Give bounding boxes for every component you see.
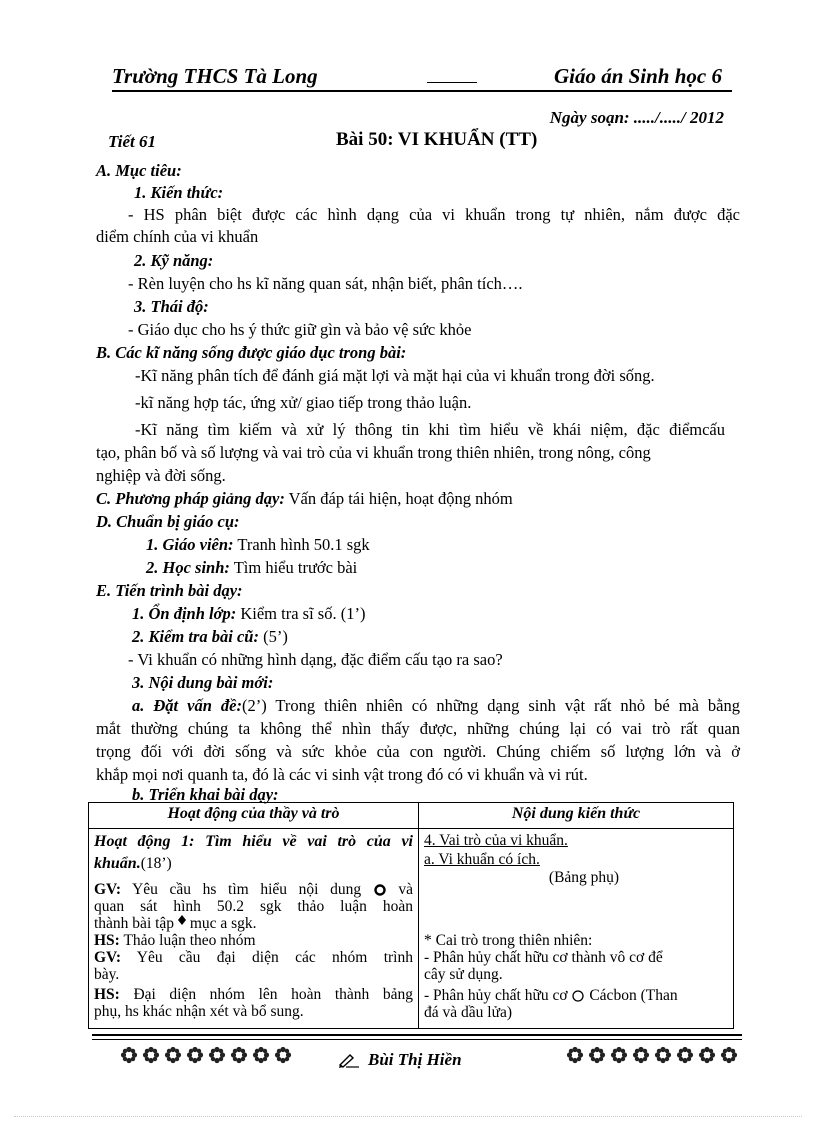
content-role-title: * Cai trò trong thiên nhiên: <box>424 932 593 949</box>
flower-icon <box>698 1046 716 1064</box>
activity-1-title-line-1: Hoạt động 1: Tìm hiểu về vai trò của vi <box>94 833 413 850</box>
section-a3-title: 3. Thái độ: <box>134 297 209 316</box>
lesson-title: Bài 50: VI KHUẨN (TT) <box>336 129 538 150</box>
section-d1 <box>146 534 370 556</box>
section-ea-text-3: trọng đối với đời sống và sức khỏe của con người. Chúng chiếm số lượng lớn và ở <box>96 742 740 761</box>
flower-icon <box>274 1046 292 1064</box>
gv2-line-1 <box>94 949 413 966</box>
header-rule <box>112 90 732 92</box>
teacher-student-activities-cell <box>89 829 419 1029</box>
hs1-label: HS: <box>94 932 120 949</box>
table-row <box>89 829 734 1029</box>
gv1-text-1b: và <box>398 881 414 898</box>
page-edge-line <box>14 1116 802 1117</box>
flower-icon <box>164 1046 182 1064</box>
hs2-line-1 <box>94 986 413 1003</box>
flower-icon <box>588 1046 606 1064</box>
pen-signature-icon <box>338 1052 360 1068</box>
section-e2-question: - Vi khuẩn có những hình dạng, đặc điểm cấu tạo ra sao? <box>128 650 503 669</box>
flower-border-right <box>566 1046 738 1064</box>
section-ea-line-1 <box>132 695 740 717</box>
table-header-row <box>89 803 734 829</box>
section-e-title: E. Tiến trình bài dạy: <box>96 581 243 600</box>
section-eb-title: b. Triển khai bài dạy: <box>132 785 279 804</box>
hs1-text: Thảo luận theo nhóm <box>123 932 256 949</box>
section-d1-title: 1. Giáo viên: <box>146 535 234 554</box>
school-name: Trường THCS Tà Long <box>112 64 318 88</box>
flower-border-left <box>120 1046 292 1064</box>
flower-icon <box>252 1046 270 1064</box>
section-d2 <box>146 557 357 579</box>
gv1-text-2: quan sát hình 50.2 sgk thảo luận hoàn <box>94 898 413 915</box>
flower-icon <box>208 1046 226 1064</box>
gv1-text-3: thành bài tập <box>94 915 175 932</box>
flower-icon <box>610 1046 628 1064</box>
flower-icon <box>654 1046 672 1064</box>
preparation-date: Ngày soạn: ...../...../ 2012 <box>549 108 724 127</box>
section-ea-text-4: khắp mọi nơi quanh ta, đó là các vi sinh vật trong đó có vi khuẩn và vi rút. <box>96 765 588 784</box>
section-e2 <box>132 626 288 648</box>
section-d1-text: Tranh hình 50.1 sgk <box>237 535 370 554</box>
content-role-2c: đá và dầu lửa) <box>424 1004 513 1021</box>
gv2-text-1: Yêu cầu đại diện các nhóm trình <box>136 949 413 966</box>
flower-icon <box>142 1046 160 1064</box>
col-header-activities: Hoạt động của thầy và trò <box>89 803 419 829</box>
flower-icon <box>720 1046 738 1064</box>
author-name: Bùi Thị Hiền <box>368 1050 462 1069</box>
section-e1-text: Kiểm tra sĩ số. (1’) <box>240 604 366 623</box>
section-a1-text-1: - HS phân biệt được các hình dạng của vi khuẩn trong tự nhiên, nắm được đặc <box>128 205 740 224</box>
content-note: (Bảng phụ) <box>548 869 620 886</box>
footer-rule-thick <box>92 1034 742 1036</box>
flower-icon <box>566 1046 584 1064</box>
content-role-2a: - Phân hủy chất hữu cơ <box>424 987 568 1004</box>
section-d-title: D. Chuẩn bị giáo cụ: <box>96 512 240 531</box>
diamond-bullet-icon <box>178 915 186 925</box>
gv2-text-2: bày. <box>94 966 120 983</box>
activity-1-title-line-2 <box>94 853 413 875</box>
section-b-text-1: -Kĩ năng phân tích để đánh giá mặt lợi và mặt hại của vi khuẩn trong đời sống. <box>135 366 655 385</box>
section-a2-text: - Rèn luyện cho hs kĩ năng quan sát, nhận biết, phân tích…. <box>128 274 523 293</box>
section-e1-title: 1. Ổn định lớp: <box>132 604 237 623</box>
flower-icon <box>230 1046 248 1064</box>
section-d2-text: Tìm hiểu trước bài <box>233 558 358 577</box>
section-a2-title: 2. Kỹ năng: <box>134 251 214 270</box>
hs2-label: HS: <box>94 986 120 1003</box>
flower-icon <box>186 1046 204 1064</box>
gv1-line-3 <box>94 915 413 932</box>
section-a1-title: 1. Kiến thức: <box>134 183 224 202</box>
section-b-text-3b: tạo, phân bố và số lượng và vai trò của vi khuẩn trong thiên nhiên, trong nông, công <box>96 443 651 462</box>
section-a1-text-2: diểm chính của vi khuẩn <box>96 227 259 246</box>
gv2-label: GV: <box>94 949 121 966</box>
hs2-text-1: Đại diện nhóm lên hoàn thành bảng <box>133 986 413 1003</box>
header-divider-short <box>427 82 477 83</box>
section-b-text-3c: nghiệp và đời sống. <box>96 466 226 485</box>
section-ea-text-1: (2’) Trong thiên nhiên có những dạng sinh vật rất nhỏ bé mà bằng <box>241 696 740 715</box>
gv1-line-1 <box>94 881 413 898</box>
activity-table <box>88 802 734 1029</box>
gv1-text-3b: mục a sgk. <box>189 915 257 932</box>
content-role-2-line <box>424 987 728 1004</box>
section-e2-title: 2. Kiểm tra bài cũ: <box>132 627 259 646</box>
section-ea-text-2: mắt thường chúng ta không thể nhìn thấy được, những chúng lại có vai trò rất quan <box>96 719 740 738</box>
footer-author <box>338 1050 462 1070</box>
circle-bullet-icon <box>373 883 387 897</box>
content-role-2b: Cácbon (Than <box>589 987 678 1004</box>
page-header <box>112 56 732 96</box>
section-c-text: Vấn đáp tái hiện, hoạt động nhóm <box>288 489 513 508</box>
circle-arrow-icon <box>571 989 585 1003</box>
section-c <box>96 488 513 510</box>
section-b-text-2: -kĩ năng hợp tác, ứng xử/ giao tiếp trong thảo luận. <box>135 393 472 412</box>
flower-icon <box>676 1046 694 1064</box>
section-a3-text: - Giáo dục cho hs ý thức giữ gìn và bảo vệ sức khỏe <box>128 320 472 339</box>
content-heading-1: 4. Vai trò của vi khuẩn. <box>424 832 568 849</box>
section-a-title: A. Mục tiêu: <box>96 161 182 180</box>
activity-1-title-2: khuẩn. <box>94 855 141 872</box>
section-e1 <box>132 603 365 625</box>
hs2-text-2: phụ, hs khác nhận xét và bổ sung. <box>94 1003 304 1020</box>
hs1-line <box>94 932 413 949</box>
section-ea-title: a. Đặt vấn đề: <box>132 696 242 715</box>
section-e2-text: (5’) <box>263 627 288 646</box>
section-b-text-3a: -Kĩ năng tìm kiếm và xử lý thông tin khi tìm hiểu về khái niệm, đặc điểmcấu <box>135 420 725 439</box>
content-heading-2: a. Vi khuẩn có ích. <box>424 851 540 868</box>
gv1-text-1: Yêu cầu hs tìm hiểu nội dung <box>132 881 362 898</box>
content-role-1b: cây sử dụng. <box>424 966 503 983</box>
knowledge-content-cell <box>419 829 734 1029</box>
lesson-number: Tiết 61 <box>108 132 156 151</box>
flower-icon <box>120 1046 138 1064</box>
activity-1-time: (18’) <box>140 855 172 872</box>
section-b-title: B. Các kĩ năng sống được giáo dục trong bài: <box>96 343 407 362</box>
section-e3-title: 3. Nội dung bài mới: <box>132 673 274 692</box>
col-header-content: Nội dung kiến thức <box>419 803 734 829</box>
flower-icon <box>632 1046 650 1064</box>
footer-rule-thin <box>92 1039 742 1040</box>
content-role-1a: - Phân hủy chất hữu cơ thành vô cơ để <box>424 949 663 966</box>
section-d2-title: 2. Học sinh: <box>146 558 230 577</box>
section-c-title: C. Phương pháp giảng dạy: <box>96 489 285 508</box>
gv1-label: GV: <box>94 881 121 898</box>
lesson-plan-label: Giáo án Sinh học 6 <box>553 64 722 88</box>
